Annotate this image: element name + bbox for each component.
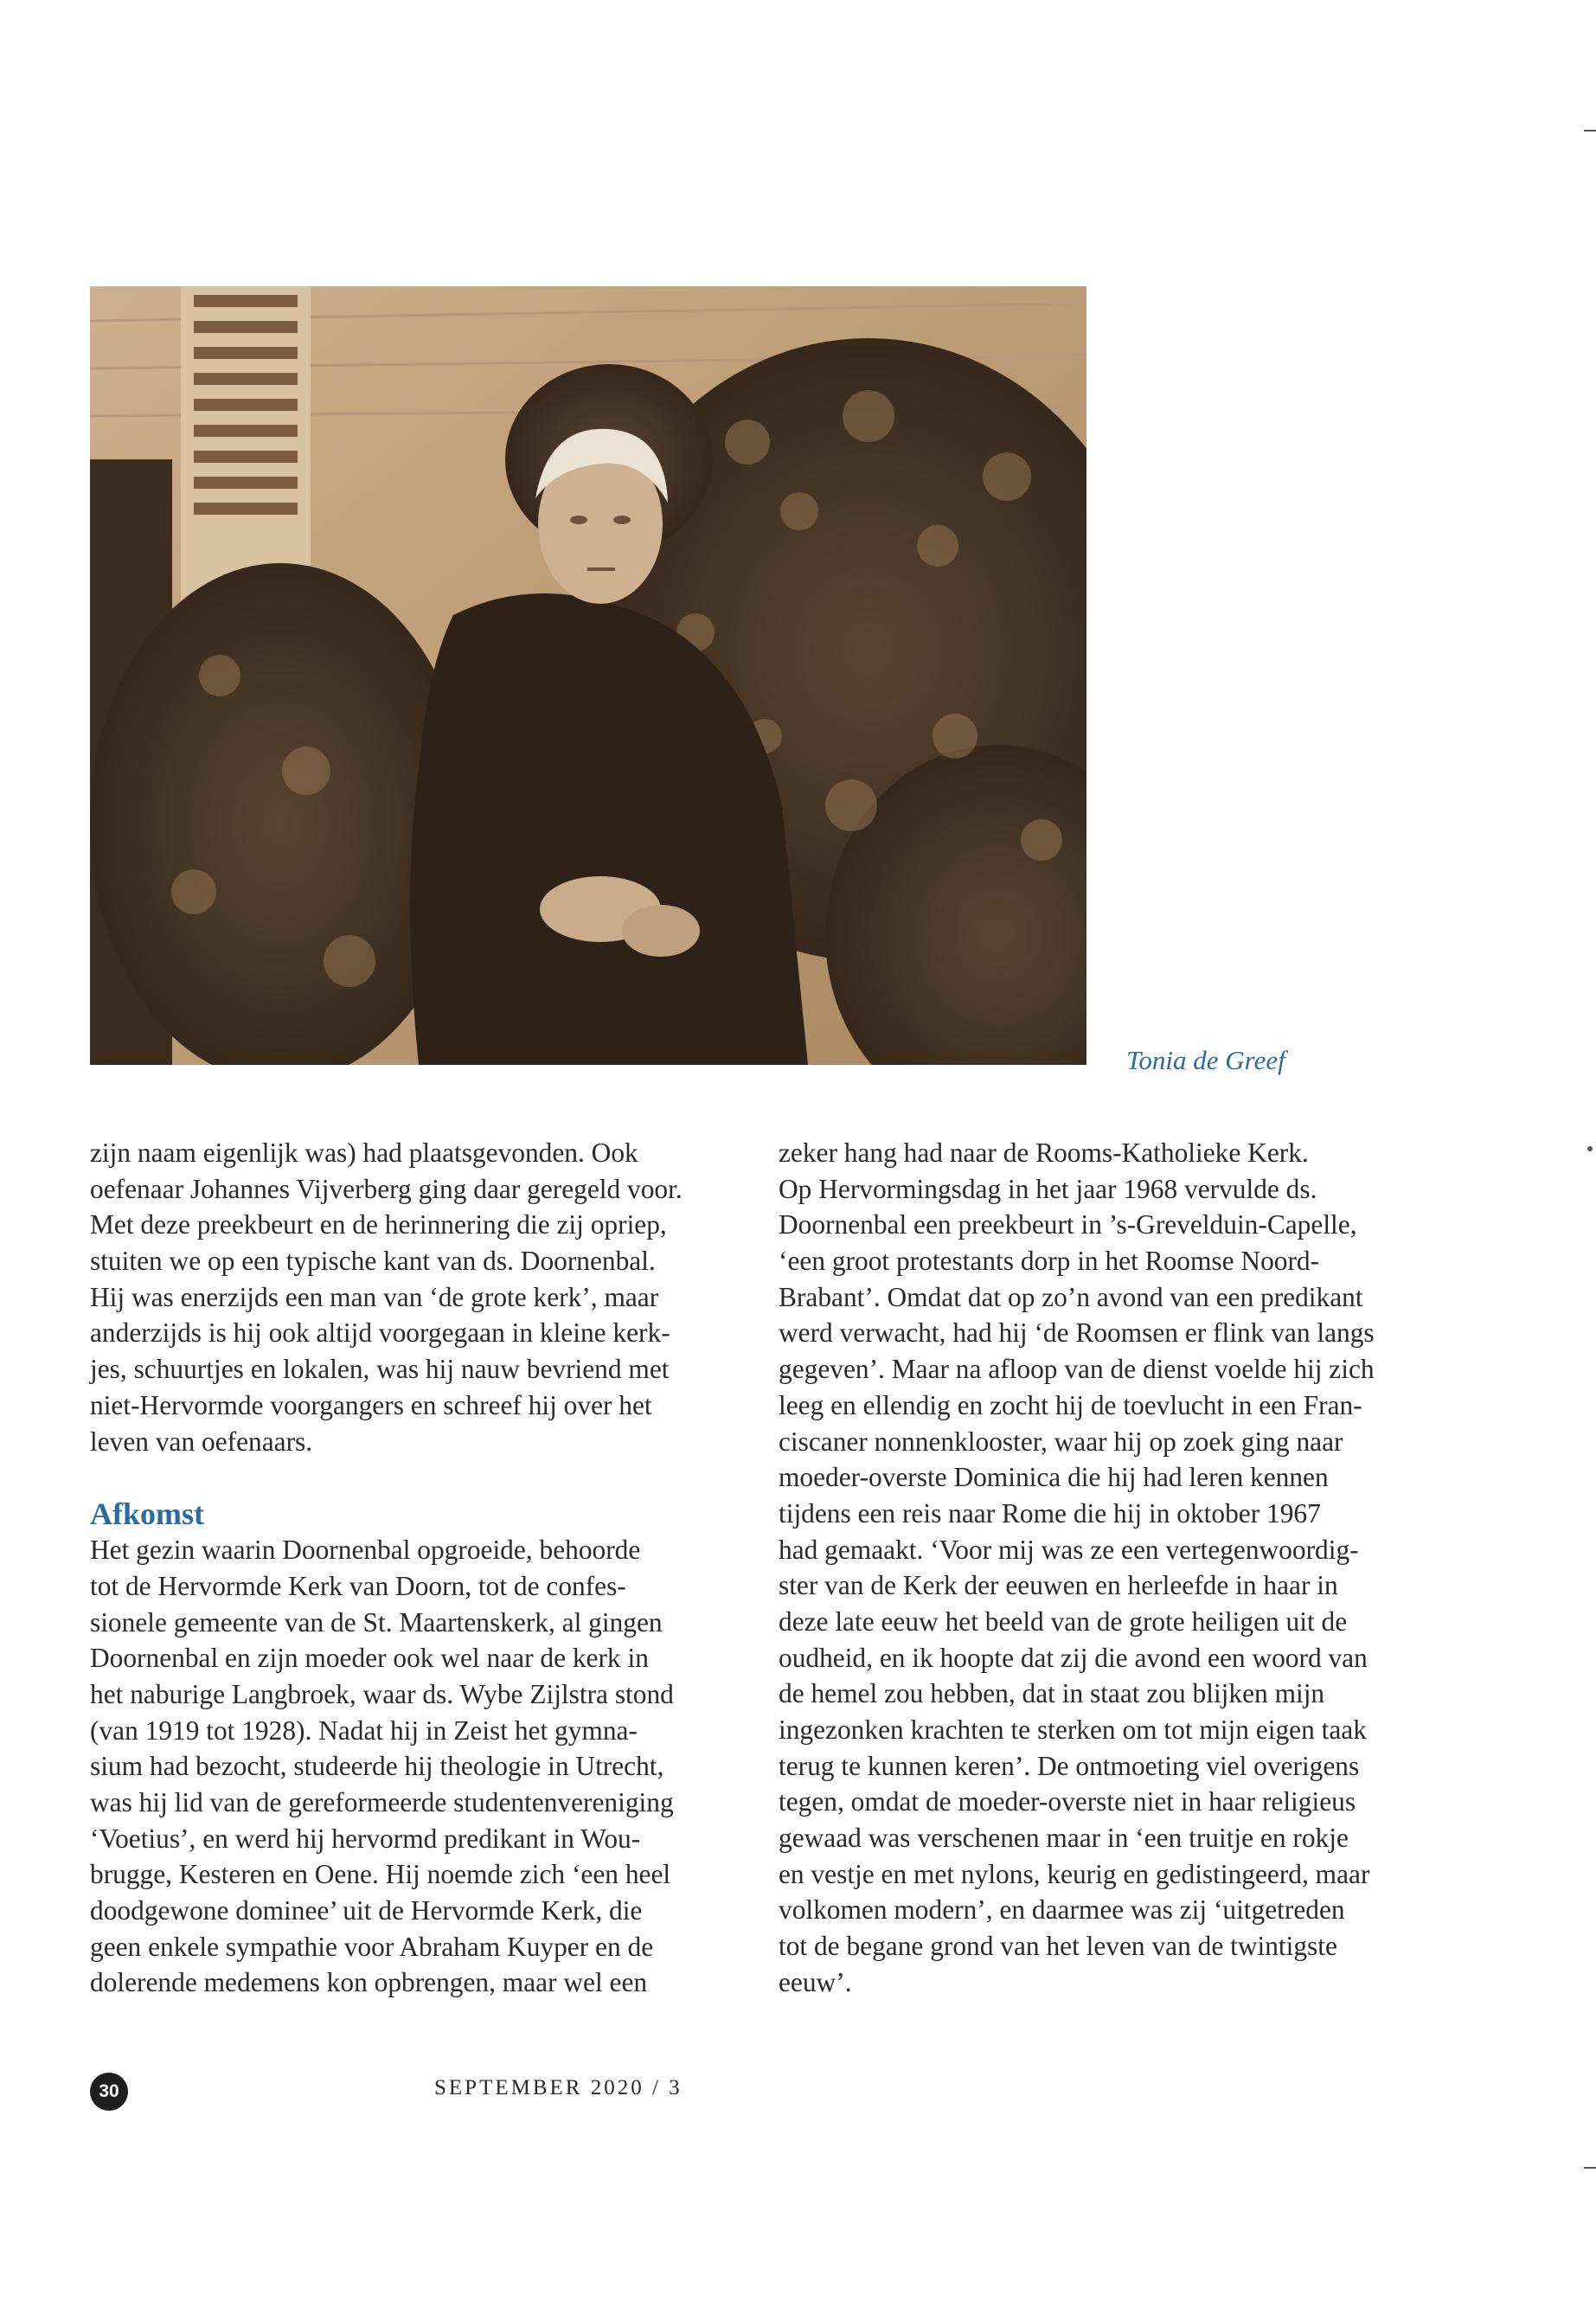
- paragraph-line: (van 1919 tot 1928). Nadat hij in Zeist het gymna-: [90, 1715, 638, 1746]
- paragraph-line: niet-Hervormde voorgangers en schreef hij over het: [90, 1389, 652, 1420]
- paragraph-line: en vestje en met nylons, keurig en gedistingeerd, maar: [779, 1858, 1370, 1889]
- paragraph-line: tot de begane grond van het leven van de twintigste: [779, 1931, 1337, 1962]
- paragraph-spacer: [90, 1459, 730, 1496]
- paragraph-line: tegen, omdat de moeder-overste niet in haar religieus: [779, 1786, 1356, 1817]
- paragraph-line: doodgewone dominee’ uit de Hervormde Kerk, die: [90, 1895, 643, 1926]
- paragraph-line: Hij was enerzijds een man van ‘de grote kerk’, maar: [90, 1281, 659, 1312]
- paragraph-line: volkomen modern’, en daarmee was zij ‘uitgetreden: [779, 1894, 1345, 1926]
- paragraph-line: sionele gemeente van de St. Maartenskerk, al gingen: [90, 1606, 663, 1638]
- paragraph-line: terug te kunnen keren’. De ontmoeting viel overigens: [779, 1750, 1360, 1781]
- crop-mark-top: [1584, 130, 1596, 131]
- paragraph-line: gewaad was verschenen maar in ‘een truitje en rokje: [779, 1823, 1349, 1854]
- paragraph-line: het naburige Langbroek, waar ds. Wybe Zijlstra stond: [90, 1678, 674, 1709]
- paragraph-line: deze late eeuw het beeld van de grote heiligen uit de: [779, 1606, 1348, 1637]
- paragraph-line: jes, schuurtjes en lokalen, was hij nauw bevriend met: [90, 1354, 670, 1385]
- paragraph-line: Met deze preekbeurt en de herinnering die zij opriep,: [90, 1209, 667, 1240]
- photo-caption: Tonia de Greef: [1126, 1045, 1285, 1075]
- paragraph-line: ster van de Kerk der eeuwen en herleefde in haar in: [779, 1570, 1338, 1601]
- paragraph-line: ciscaner nonnenklooster, waar hij op zoek ging naar: [779, 1426, 1343, 1457]
- right-text-column: [779, 1135, 1419, 2001]
- paragraph-line: Op Hervormingsdag in het jaar 1968 vervulde ds.: [779, 1173, 1317, 1204]
- paragraph-line: had gemaakt. ‘Voor mij was ze een vertegenwoordig-: [779, 1534, 1359, 1565]
- paragraph-line: zeker hang had naar de Rooms-Katholieke Kerk.: [779, 1138, 1309, 1168]
- paragraph-line: Brabant’. Omdat dat op zo’n avond van een predikant: [779, 1281, 1363, 1312]
- issue-footer: SEPTEMBER 2020 / 3: [434, 2076, 683, 2099]
- paragraph-line: ‘een groot protestants dorp in het Roomse Noord-: [779, 1246, 1320, 1277]
- crop-mark-bottom: [1584, 2167, 1596, 2169]
- paragraph-line: oudheid, en ik hoopte dat zij die avond een woord van: [779, 1642, 1368, 1673]
- paragraph-line: geen enkele sympathie voor Abraham Kuyper en de: [90, 1931, 654, 1962]
- paragraph-line: ‘Voetius’, en werd hij hervormd predikant in Wou-: [90, 1823, 641, 1854]
- section-heading: Afkomst: [90, 1497, 204, 1532]
- paragraph-line: eeuw’.: [779, 1966, 852, 1997]
- paragraph-line: moeder-overste Dominica die hij had leren kennen: [779, 1462, 1329, 1493]
- paragraph-line: zijn naam eigenlijk was) had plaatsgevonden. Ook: [90, 1138, 638, 1168]
- sepia-photo-illustration: [90, 286, 1086, 1065]
- paragraph-line: leven van oefenaars.: [90, 1426, 313, 1457]
- portrait-photo: [90, 286, 1086, 1065]
- left-text-column: [90, 1135, 730, 2001]
- paragraph-line: Het gezin waarin Doornenbal opgroeide, behoorde: [90, 1535, 641, 1566]
- paragraph-line: de hemel zou hebben, dat in staat zou blijken mijn: [779, 1678, 1325, 1709]
- paragraph-line: tijdens een reis naar Rome die hij in oktober 1967: [779, 1497, 1321, 1529]
- paragraph-line: leeg en ellendig en zocht hij de toevlucht in een Fran-: [779, 1389, 1362, 1420]
- registration-mark: [1587, 1146, 1593, 1151]
- paragraph-line: werd verwacht, had hij ‘de Roomsen er flink van langs: [779, 1317, 1375, 1349]
- paragraph-line: sium had bezocht, studeerde hij theologie in Utrecht,: [90, 1751, 664, 1782]
- paragraph-line: Doornenbal en zijn moeder ook wel naar de kerk in: [90, 1643, 649, 1674]
- paragraph-line: anderzijds is hij ook altijd voorgegaan in kleine kerk-: [90, 1317, 670, 1349]
- paragraph-line: tot de Hervormde Kerk van Doorn, tot de confes-: [90, 1570, 626, 1601]
- paragraph-line: ingezonken krachten te sterken om tot mijn eigen taak: [779, 1715, 1367, 1745]
- paragraph-line: was hij lid van de gereformeerde studentenvereniging: [90, 1787, 674, 1817]
- paragraph-line: oefenaar Johannes Vijverberg ging daar geregeld voor.: [90, 1173, 683, 1204]
- paragraph-line: Doornenbal een preekbeurt in ’s-Grevelduin-Capelle,: [779, 1209, 1357, 1240]
- paragraph-line: brugge, Kesteren en Oene. Hij noemde zich ‘een heel: [90, 1859, 671, 1890]
- page-number-badge: 30: [90, 2073, 128, 2111]
- paragraph-line: gegeven’. Maar na afloop van de dienst voelde hij zich: [779, 1354, 1375, 1385]
- paragraph-line: dolerende medemens kon opbrengen, maar wel een: [90, 1967, 648, 1998]
- paragraph-line: stuiten we op een typische kant van ds. Doornenbal.: [90, 1246, 656, 1277]
